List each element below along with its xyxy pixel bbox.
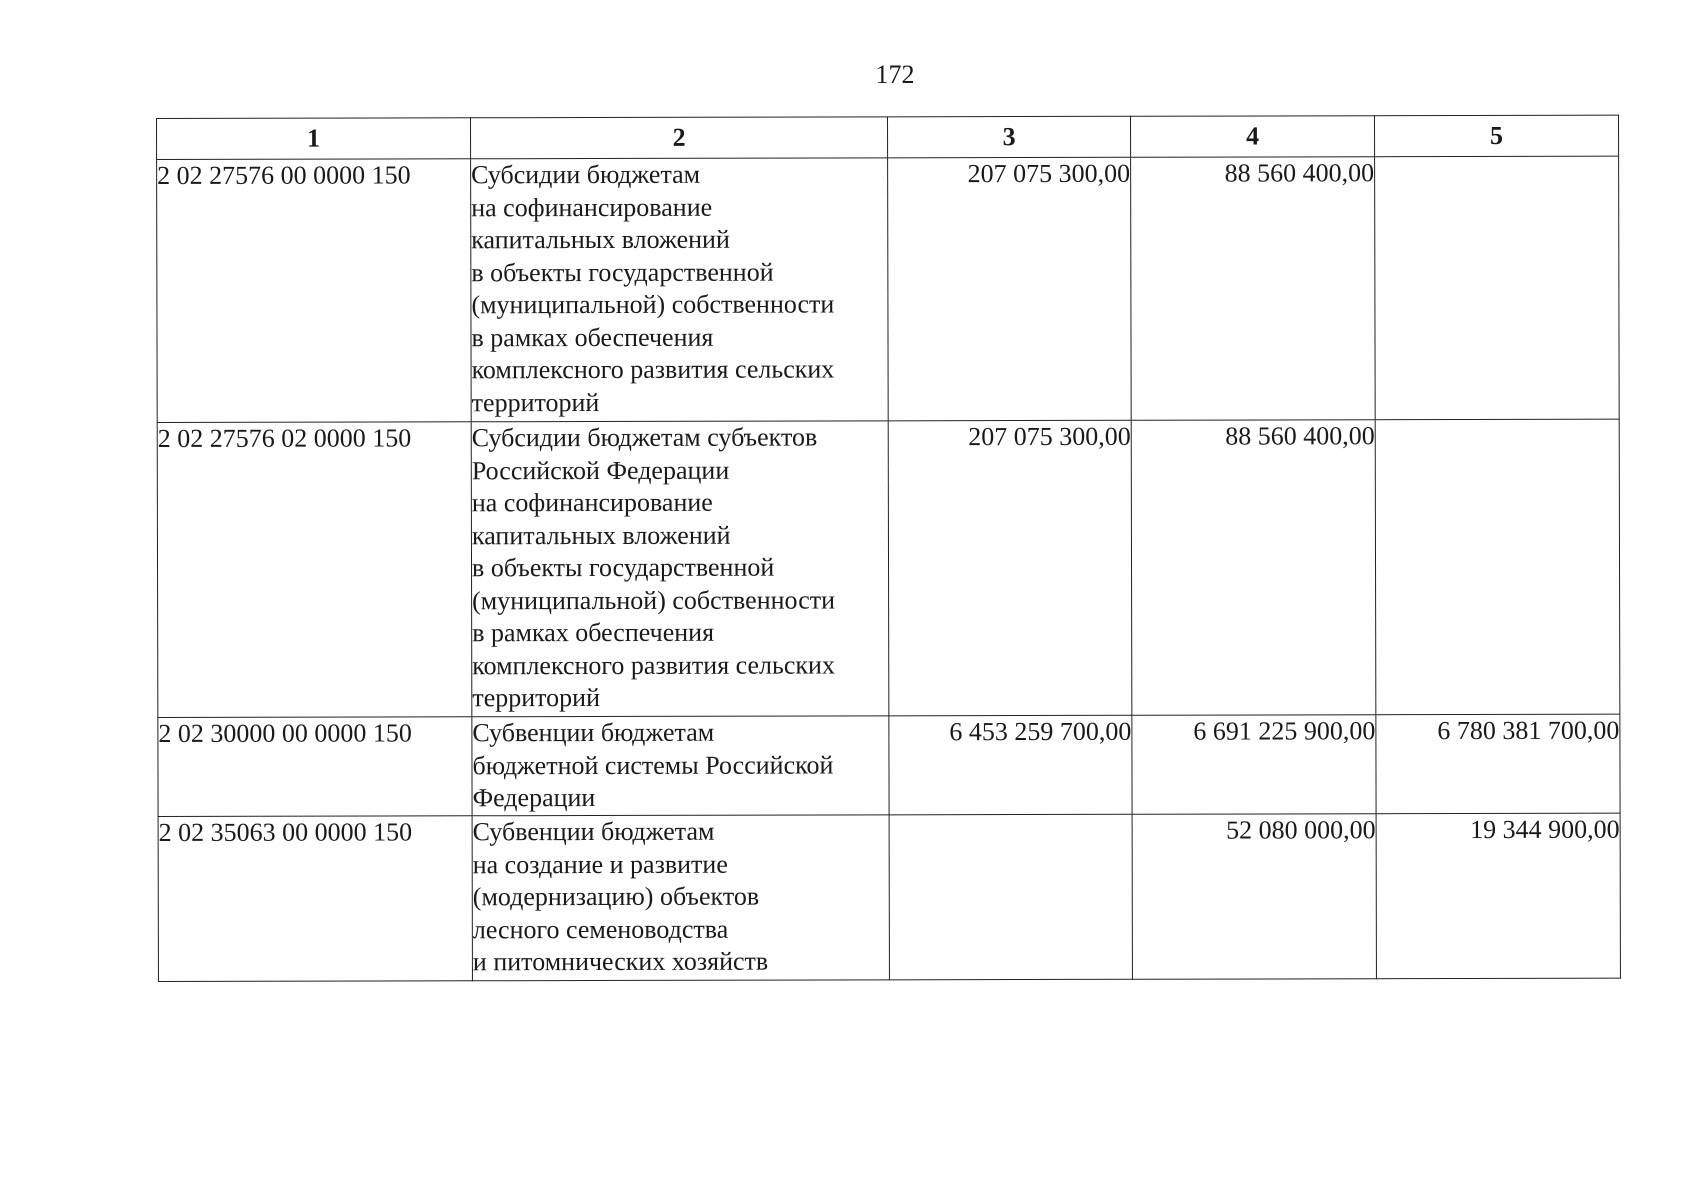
page-number: 172 xyxy=(875,60,915,89)
table-row xyxy=(157,156,1620,422)
description-line: (муниципальной) собственности xyxy=(472,584,836,615)
amount-col4: 52 080 000,00 xyxy=(1132,814,1376,980)
description-line: лесного семеноводства xyxy=(472,914,729,944)
amount-col3: 6 453 259 700,00 xyxy=(889,715,1132,815)
amount-col5: 19 344 900,00 xyxy=(1376,813,1620,979)
description-line: комплексного развития сельских xyxy=(472,649,835,680)
income-description xyxy=(472,716,889,816)
table-row xyxy=(158,813,1620,981)
budget-table xyxy=(156,115,1621,982)
description-line: Федерации xyxy=(472,783,596,813)
description-line: Субсидии бюджетам субъектов xyxy=(471,422,818,453)
table-header-row xyxy=(157,115,1619,159)
description-line: территорий xyxy=(472,682,601,713)
description-line: бюджетной системы Российской xyxy=(472,749,834,780)
description-line: территорий xyxy=(471,387,600,417)
column-header-3: 3 xyxy=(887,116,1130,158)
description-line: в рамках обеспечения xyxy=(471,322,714,352)
description-line: на софинансирование xyxy=(471,192,713,222)
amount-col3 xyxy=(889,814,1132,980)
description-line: Российской Федерации xyxy=(471,455,730,485)
amount-col4: 88 560 400,00 xyxy=(1131,157,1376,421)
budget-code: 2 02 27576 00 0000 150 xyxy=(157,159,472,423)
description-line: (модернизацию) объектов xyxy=(472,881,760,912)
income-description xyxy=(472,815,889,981)
amount-col5 xyxy=(1375,419,1620,715)
amount-col3: 207 075 300,00 xyxy=(888,157,1132,421)
description-line: Субвенции бюджетам xyxy=(472,816,715,847)
budget-code: 2 02 30000 00 0000 150 xyxy=(158,717,472,817)
description-line: капитальных вложений xyxy=(471,520,731,550)
amount-col4: 6 691 225 900,00 xyxy=(1132,715,1376,815)
description-line: капитальных вложений xyxy=(471,224,730,255)
description-line: комплексного развития сельских xyxy=(471,354,835,385)
description-line: и питомнических хозяйств xyxy=(472,946,769,977)
description-line: на софинансирование xyxy=(471,487,713,518)
budget-code: 2 02 35063 00 0000 150 xyxy=(158,816,472,982)
description-line: в рамках обеспечения xyxy=(472,617,715,648)
column-header-1: 1 xyxy=(157,118,471,160)
amount-col5 xyxy=(1375,156,1620,420)
description-line: в объекты государственной xyxy=(471,257,774,287)
amount-col4: 88 560 400,00 xyxy=(1131,420,1376,716)
description-line: Субвенции бюджетам xyxy=(472,717,715,748)
amount-col5: 6 780 381 700,00 xyxy=(1376,714,1620,814)
amount-col3: 207 075 300,00 xyxy=(888,420,1132,716)
table-row xyxy=(158,714,1620,816)
table-row xyxy=(157,419,1620,717)
column-header-5: 5 xyxy=(1374,115,1618,157)
description-line: Субсидии бюджетам xyxy=(471,159,701,190)
income-description xyxy=(471,421,889,717)
budget-code: 2 02 27576 02 0000 150 xyxy=(157,422,472,718)
description-line: на создание и развитие xyxy=(472,849,728,879)
column-header-4: 4 xyxy=(1130,116,1374,158)
column-header-2: 2 xyxy=(471,117,888,159)
description-line: (муниципальной) собственности xyxy=(471,289,835,320)
income-description xyxy=(471,158,889,422)
description-line: в объекты государственной xyxy=(471,552,775,583)
